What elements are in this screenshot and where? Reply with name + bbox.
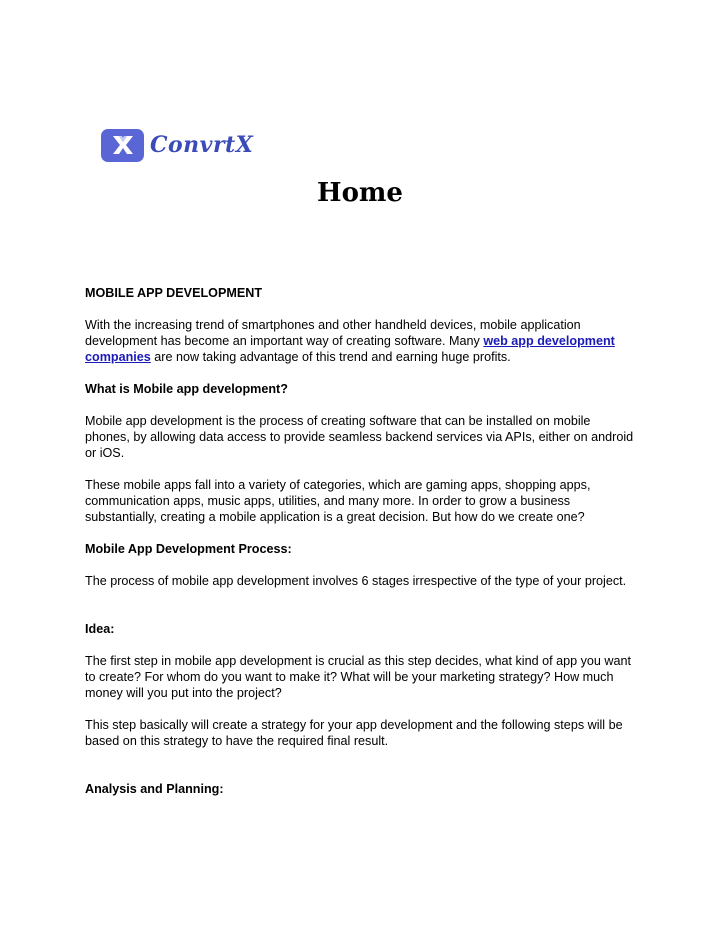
section-heading-process: Mobile App Development Process:	[85, 542, 292, 556]
section-heading-what-is: What is Mobile app development?	[85, 382, 288, 396]
section-heading-mobile-app-development: MOBILE APP DEVELOPMENT	[85, 286, 263, 300]
paragraph-what-is-1: Mobile app development is the process of creating software that can be installed on mobile phones, by allowing data access to provide seamless backend services via APIs, either on android or iOS.	[85, 414, 634, 460]
convrtx-logo	[101, 128, 253, 162]
paragraph-intro	[85, 317, 635, 365]
paragraph-what-is-2: These mobile apps fall into a variety of categories, which are gaming apps, shopping apps, communication apps, music apps, utilities, and many more. In order to grow a business substantially, creating a mobile application is a great decision. But how do we create one?	[85, 478, 591, 524]
section-heading-idea: Idea:	[85, 622, 115, 636]
web-app-development-link[interactable]: web app development companies	[85, 334, 615, 364]
intro-text-after: are now taking advantage of this trend and earning huge profits.	[150, 350, 511, 364]
page-title: Home	[317, 178, 403, 208]
document-body	[85, 285, 635, 797]
logo-badge-icon	[101, 129, 144, 162]
logo-wordmark: ConvrtX	[150, 132, 254, 158]
paragraph-process: The process of mobile app development involves 6 stages irrespective of the type of your project.	[85, 574, 627, 588]
paragraph-idea-2: This step basically will create a strategy for your app development and the following steps will be based on this strategy to have the required final result.	[85, 718, 623, 748]
intro-text-before: With the increasing trend of smartphones and other handheld devices, mobile application development has become an important way of creating software. Many	[85, 318, 581, 348]
section-heading-analysis: Analysis and Planning:	[85, 782, 224, 796]
paragraph-idea-1: The first step in mobile app development is crucial as this step decides, what kind of app you want to create? For whom do you want to make it? What will be your marketing strategy? How much money will you put into the project?	[85, 654, 632, 700]
